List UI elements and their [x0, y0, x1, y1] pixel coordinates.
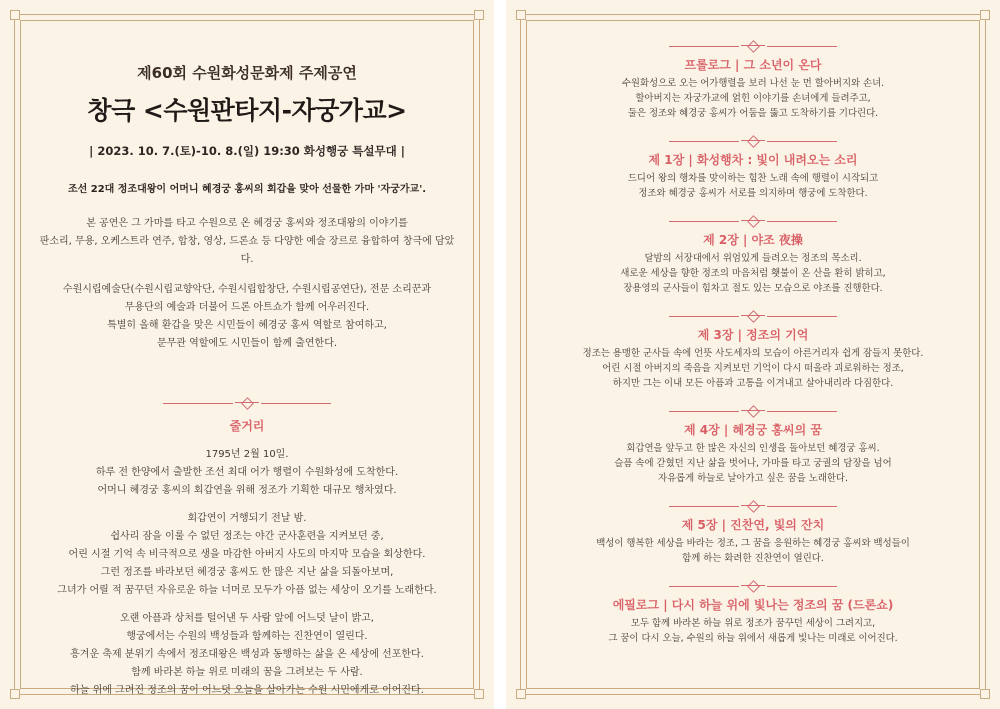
chapter-line: 새로운 세상을 향한 정조의 마음처럼 횃불이 온 산을 환히 밝히고,	[620, 268, 886, 279]
intro-line: 특별히 올해 환갑을 맞은 시민들이 혜경궁 홍씨 역할로 참여하고,	[107, 320, 387, 331]
frame-corner-ornament	[474, 689, 484, 699]
chapter-title: 제 3장 | 정조의 기억	[697, 328, 809, 342]
synopsis-line: 하루 전 한양에서 출발한 조선 최대 어가 행렬이 수원화성에 도착한다.	[95, 467, 399, 478]
synopsis-line: 1795년 2월 10일.	[205, 449, 289, 460]
chapter-title: 에필로그 | 다시 하늘 위에 빛나는 정조의 꿈 (드론쇼)	[612, 598, 894, 612]
chapter-line: 회갑연을 앞두고 한 많은 자신의 인생을 돌아보던 혜경궁 홍씨.	[626, 443, 880, 454]
intro-line: 조선 22대 정조대왕이 어머니 혜경궁 홍씨의 회갑을 맞아 선물한 가마 '자궁가교'.	[67, 184, 427, 195]
synopsis-paragraph-2	[36, 510, 458, 600]
chapter-prologue	[542, 40, 964, 121]
chapter-line: 백성이 행복한 세상을 바라는 정조, 그 꿈을 응원하는 혜경궁 홍씨와 백성들이	[596, 538, 910, 549]
synopsis-line: 함께 바라본 하늘 위로 미래의 꿈을 그려보는 두 사람.	[131, 667, 363, 678]
chapter-title: 제 5장 | 진찬연, 빛의 잔치	[681, 518, 825, 532]
chapter-4	[542, 405, 964, 486]
knot-ornament-icon	[741, 135, 765, 147]
chapter-ornament	[542, 40, 964, 52]
synopsis-line: 그런 정조를 바라보던 혜경궁 홍씨도 한 많은 지난 삶을 되돌아보며,	[100, 567, 394, 578]
chapter-line: 슬픔 속에 갇혔던 지난 삶을 벗어나, 가마를 타고 궁궐의 담장을 넘어	[614, 458, 892, 469]
chapter-title: 제 2장 | 야조 夜操	[703, 233, 803, 247]
intro-line: 본 공연은 그 가마를 타고 수원으로 온 혜경궁 홍씨와 정조대왕의 이야기를	[86, 218, 408, 229]
chapter-line: 함께 하는 화려한 진찬연이 열린다.	[682, 553, 824, 564]
chapter-1	[542, 135, 964, 201]
chapter-2	[542, 215, 964, 296]
synopsis-title: 줄거리	[229, 419, 265, 433]
show-title: 창극 <수원판타지-자궁가교>	[87, 96, 407, 125]
chapter-line: 수원화성으로 오는 어가행렬을 보러 나선 눈 먼 할아버지와 손녀.	[621, 78, 885, 89]
knot-ornament-icon	[741, 310, 765, 322]
frame-corner-ornament	[980, 10, 990, 20]
chapter-line: 정조와 혜경궁 홍씨가 서로를 의지하며 행궁에 도착한다.	[638, 188, 868, 199]
chapter-ornament	[542, 135, 964, 147]
frame-corner-ornament	[516, 689, 526, 699]
right-page	[506, 0, 1000, 709]
knot-ornament-icon	[741, 580, 765, 592]
left-page	[0, 0, 494, 709]
chapter-line: 달밤의 서장대에서 위엄있게 들려오는 정조의 목소리.	[644, 253, 862, 264]
intro-line: 문무관 역할에도 시민들이 함께 출연한다.	[156, 338, 338, 349]
chapter-line: 할아버지는 자궁가교에 얽힌 이야기를 손녀에게 들려주고,	[635, 93, 871, 104]
knot-ornament-icon	[741, 405, 765, 417]
synopsis-line: 어머니 혜경궁 홍씨의 회갑연을 위해 정조가 기획한 대규모 행차였다.	[97, 485, 397, 496]
intro-line: 수원시립예술단(수원시립교향악단, 수원시립합창단, 수원시립공연단), 전문 소리꾼과	[62, 284, 432, 295]
chapter-title: 프롤로그 | 그 소년이 온다	[684, 58, 822, 72]
chapter-list	[542, 40, 964, 646]
date-venue-line: | 2023. 10. 7.(토)-10. 8.(일) 19:30 화성행궁 특설무대 |	[89, 144, 405, 158]
knot-ornament-icon	[741, 500, 765, 512]
synopsis-line: 흥겨운 축제 분위기 속에서 정조대왕은 백성과 동행하는 삶을 온 세상에 선포한다.	[70, 649, 424, 660]
synopsis-line: 그녀가 어릴 적 꿈꾸던 자유로운 하늘 너머로 모두가 아픔 없는 세상이 오기를 노래한다.	[57, 585, 437, 596]
intro-paragraph-2	[36, 215, 458, 269]
frame-corner-ornament	[10, 689, 20, 699]
synopsis-line: 하늘 위에 그려진 정조의 꿈이 어느덧 오늘을 살아가는 수원 시민에게로 이어진다.	[70, 685, 424, 696]
chapter-line: 장용영의 군사들이 힘차고 절도 있는 모습으로 야조를 진행한다.	[623, 283, 883, 294]
chapter-line: 자유롭게 하늘로 날아가고 싶은 꿈을 노래한다.	[658, 473, 848, 484]
section-ornament	[36, 397, 458, 409]
synopsis-line: 회갑연이 거행되기 전날 밤.	[187, 513, 307, 524]
chapter-epilogue	[542, 580, 964, 646]
chapter-line: 둘은 정조와 혜경궁 홍씨가 어둠을 뚫고 도착하기를 기다린다.	[627, 108, 879, 119]
intro-paragraph-3	[36, 281, 458, 353]
chapter-line: 정조는 용맹한 군사들 속에 언뜻 사도세자의 모습이 아른거리자 쉽게 잠들지 못한다.	[582, 348, 924, 359]
frame-corner-ornament	[10, 10, 20, 20]
frame-corner-ornament	[980, 689, 990, 699]
chapter-line: 하지만 그는 이내 모든 아픔과 고통을 이겨내고 살아내리라 다짐한다.	[612, 378, 894, 389]
knot-ornament-icon	[741, 40, 765, 52]
chapter-5	[542, 500, 964, 566]
synopsis-line: 행궁에서는 수원의 백성들과 함께하는 진찬연이 열린다.	[126, 631, 368, 642]
chapter-ornament	[542, 405, 964, 417]
synopsis-line: 어린 시절 기억 속 비극적으로 생을 마감한 아버지 사도의 마지막 모습을 회상한다.	[68, 549, 426, 560]
intro-line: 판소리, 무용, 오케스트라 연주, 합창, 영상, 드론쇼 등 다양한 예술 장르로 융합하여 창극에 담았다.	[39, 236, 455, 265]
chapter-ornament	[542, 310, 964, 322]
chapter-line: 드디어 왕의 행차를 맞이하는 힘찬 노래 속에 행렬이 시작되고	[627, 173, 879, 184]
intro-line: 무용단의 예술과 더불어 드론 아트쇼가 함께 어우러진다.	[124, 302, 370, 313]
frame-corner-ornament	[474, 10, 484, 20]
chapter-line: 어린 시절 아버지의 죽음을 지켜보던 기억이 다시 떠올라 괴로워하는 정조,	[602, 363, 904, 374]
frame-corner-ornament	[516, 10, 526, 20]
chapter-title: 제 1장 | 화성행차 : 빛이 내려오는 소리	[648, 153, 858, 167]
chapter-line: 그 꿈이 다시 오늘, 수원의 하늘 위에서 새롭게 빛나는 미래로 이어진다.	[608, 633, 898, 644]
synopsis-paragraph-1	[36, 446, 458, 500]
chapter-ornament	[542, 215, 964, 227]
synopsis-line: 오랜 아픔과 상처를 털어낸 두 사람 앞에 어느덧 날이 밝고,	[120, 613, 374, 624]
intro-paragraph-1	[36, 181, 458, 199]
knot-ornament-icon	[235, 397, 259, 409]
chapter-ornament	[542, 500, 964, 512]
chapter-line: 모두 함께 바라본 하늘 위로 정조가 꿈꾸던 세상이 그려지고,	[630, 618, 876, 629]
event-subtitle: 제60회 수원화성문화제 주제공연	[137, 64, 357, 82]
synopsis-paragraph-3	[36, 610, 458, 700]
chapter-3	[542, 310, 964, 391]
chapter-title: 제 4장 | 혜경궁 홍씨의 꿈	[684, 423, 822, 437]
synopsis-line: 쉽사리 잠을 이룰 수 없던 정조는 야간 군사훈련을 지켜보던 중,	[110, 531, 384, 542]
chapter-ornament	[542, 580, 964, 592]
knot-ornament-icon	[741, 215, 765, 227]
